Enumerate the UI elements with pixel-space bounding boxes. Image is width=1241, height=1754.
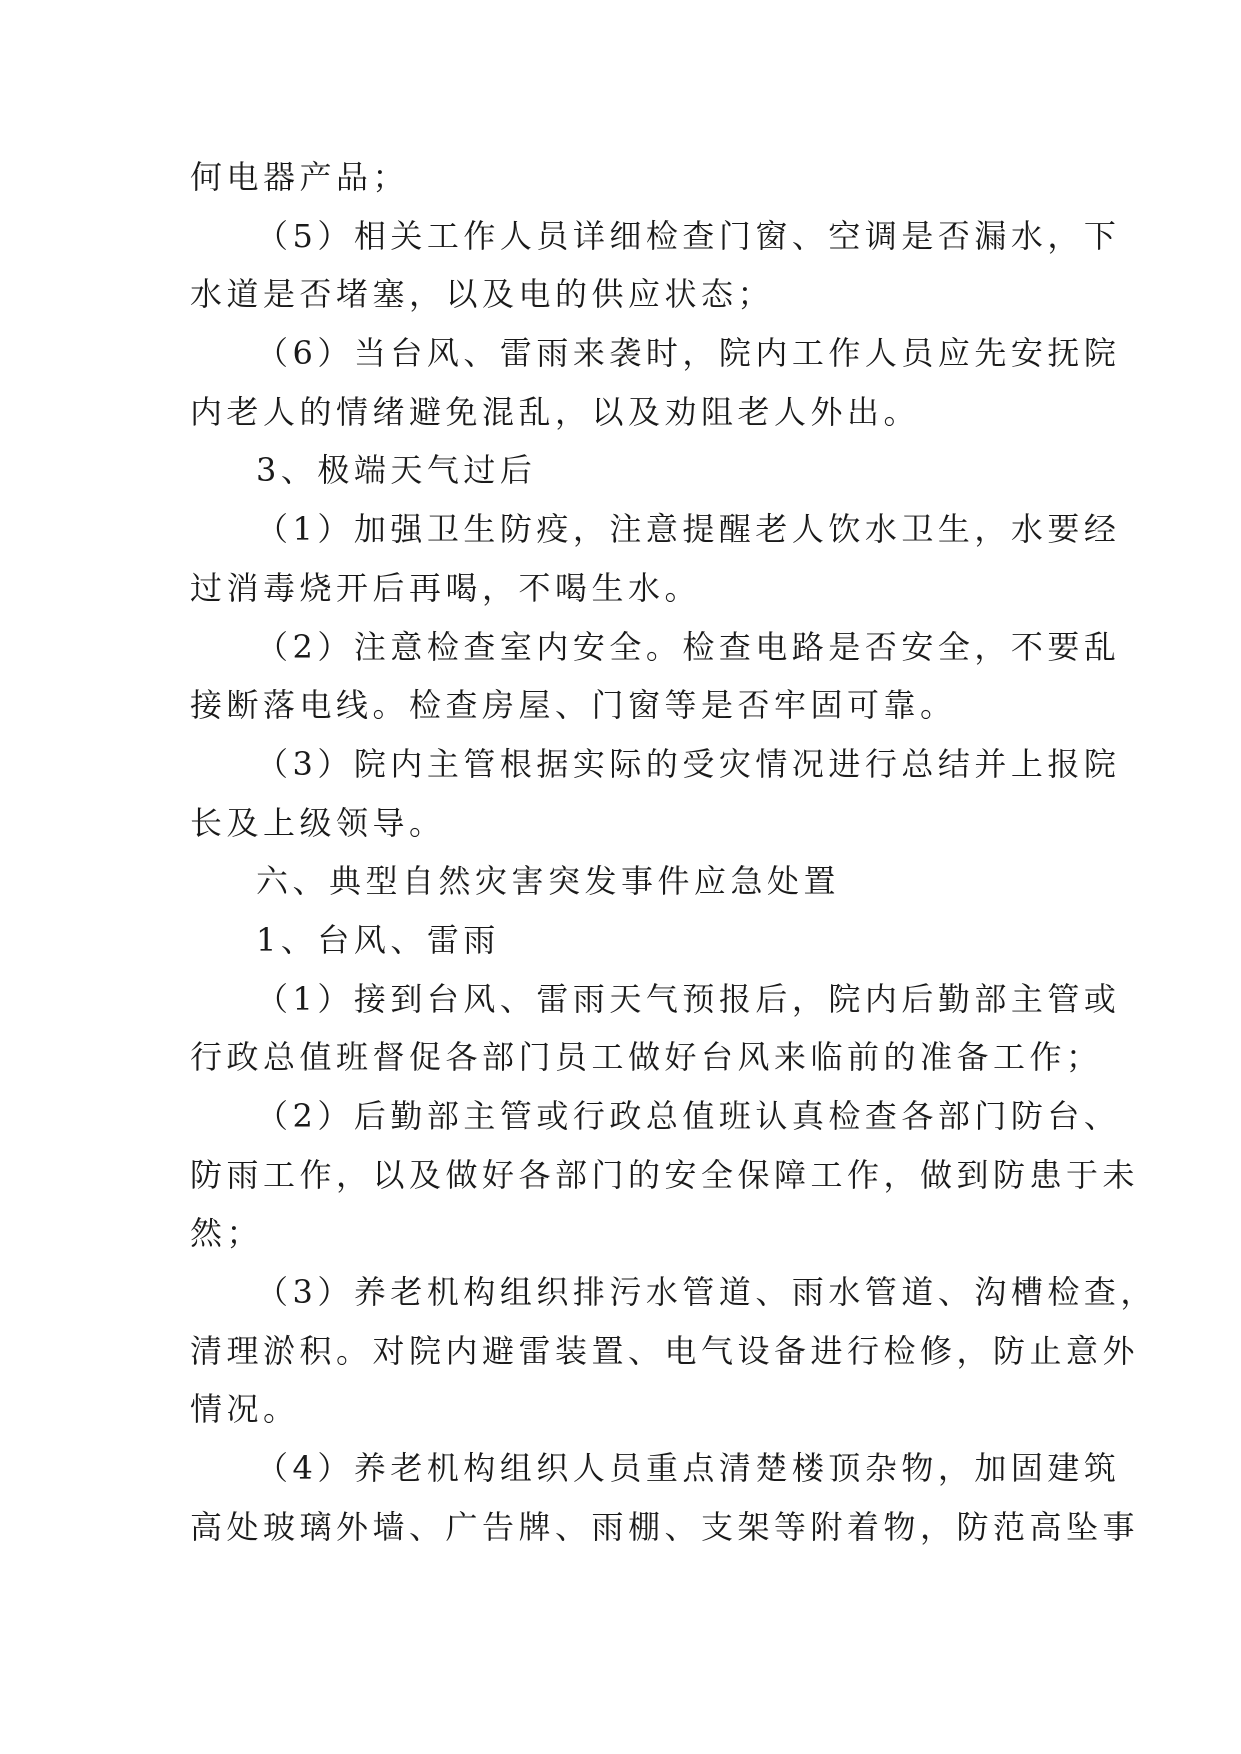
text-line: 过消毒烧开后再喝，不喝生水。 [190, 568, 702, 607]
document-body [190, 148, 1157, 1557]
text-line: 清理淤积。对院内避雷装置、电气设备进行检修，防止意外 [190, 1331, 1140, 1370]
text-line: 行政总值班督促各部门员工做好台风来临前的准备工作； [190, 1038, 1103, 1077]
text-line: 高处玻璃外墙、广告牌、雨棚、支架等附着物，防范高坠事 [190, 1507, 1140, 1546]
text-line: （2）后勤部主管或行政总值班认真检查各部门防台、 [256, 1097, 1121, 1135]
text-line: （1）接到台风、雷雨天气预报后，院内后勤部主管或 [256, 979, 1121, 1018]
text-line: （6）当台风、雷雨来袭时，院内工作人员应先安抚院 [256, 334, 1121, 373]
text-line: 何电器产品； [190, 158, 410, 196]
text-line: 情况。 [190, 1390, 300, 1429]
text-line: 然； [190, 1214, 264, 1253]
text-line: （2）注意检查室内安全。检查电路是否安全，不要乱 [256, 627, 1121, 666]
text-line: 接断落电线。检查房屋、门窗等是否牢固可靠。 [190, 686, 957, 725]
text-line: 水道是否堵塞，以及电的供应状态； [190, 275, 775, 314]
text-line: （3）院内主管根据实际的受灾情况进行总结并上报院 [256, 744, 1121, 783]
chapter-heading: 六、典型自然灾害突发事件应急处置 [256, 862, 841, 901]
section-heading: 1、台风、雷雨 [256, 920, 500, 959]
section-heading: 3、极端天气过后 [256, 451, 537, 490]
text-line: 防雨工作，以及做好各部门的安全保障工作，做到防患于未 [190, 1155, 1140, 1194]
text-line: （1）加强卫生防疫，注意提醒老人饮水卫生，水要经 [256, 510, 1121, 549]
text-line: 长及上级领导。 [190, 803, 446, 842]
text-line: （3）养老机构组织排污水管道、雨水管道、沟槽检查， [256, 1273, 1157, 1312]
text-line: （4）养老机构组织人员重点清楚楼顶杂物，加固建筑 [256, 1449, 1121, 1488]
text-line: （5）相关工作人员详细检查门窗、空调是否漏水，下 [256, 216, 1121, 255]
text-line: 内老人的情绪避免混乱，以及劝阻老人外出。 [190, 392, 921, 431]
